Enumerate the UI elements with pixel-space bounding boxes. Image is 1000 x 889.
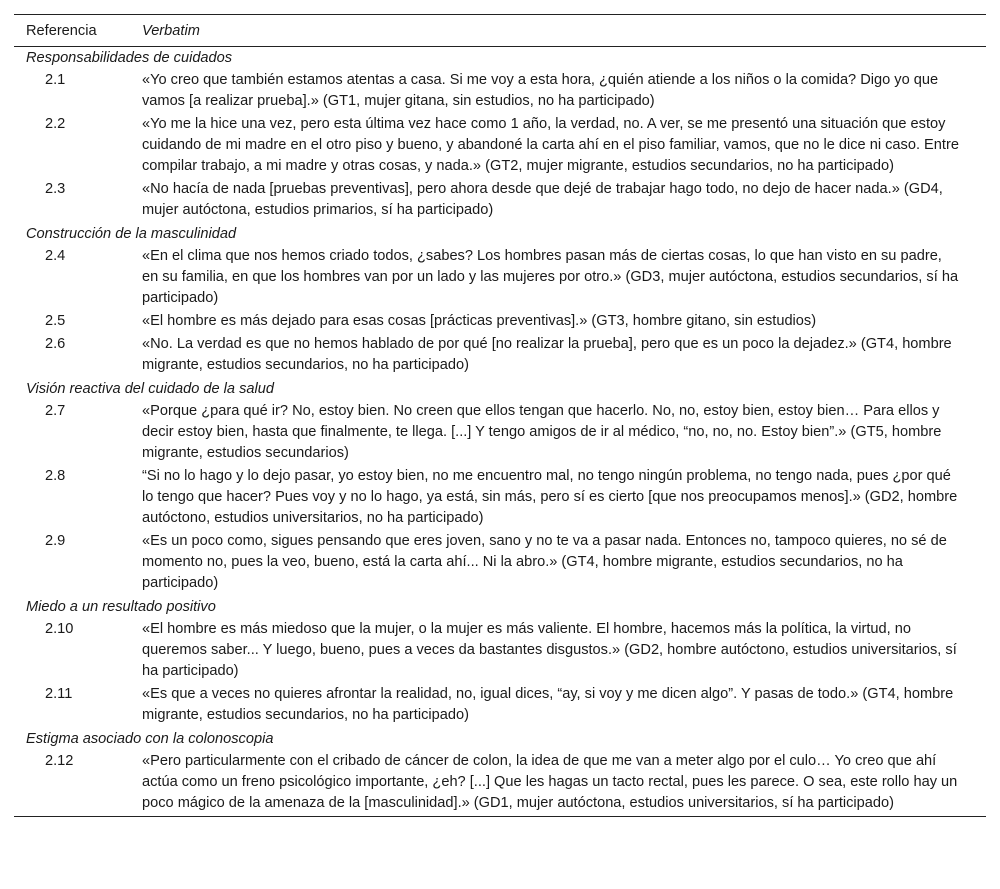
section-title: Responsabilidades de cuidados: [26, 50, 233, 66]
verbatim-cell: «Es que a veces no quieres afrontar la realidad, no, igual dices, “ay, si voy y me dicen algo”. Y pasas de todo.» (GT4, hombre migrante, estudios secundarios, no ha participado): [142, 686, 954, 723]
verbatim-cell: «Pero particularmente con el cribado de cáncer de colon, la idea de que me van a meter algo por el culo… Yo creo que ahí actúa como un freno psicológico importante, ¿eh? [...] Que les hagas un tacto rectal, pues les parece. O sea, este rollo hay un poco mágico de la amenaza de la [masculinidad].» (GD1, mujer autóctona, estudios universitarios, sí ha participado): [142, 753, 958, 811]
reference-cell: 2.5: [45, 313, 66, 329]
reference-cell: 2.1: [45, 72, 66, 88]
reference-cell: 2.10: [45, 621, 74, 637]
section-title: Visión reactiva del cuidado de la salud: [26, 381, 274, 397]
reference-cell: 2.6: [45, 336, 66, 352]
verbatim-cell: «No hacía de nada [pruebas preventivas], pero ahora desde que dejé de trabajar hago todo, no dejo de hacer nada.» (GD4, mujer autóctona, estudios primarios, sí ha participado): [142, 181, 943, 218]
table-header-row: [14, 15, 986, 47]
reference-cell: 2.4: [45, 248, 66, 264]
table-row: [14, 179, 986, 223]
table-row: [14, 401, 986, 466]
section-row: [14, 47, 986, 71]
reference-cell: 2.3: [45, 181, 66, 197]
reference-cell: 2.9: [45, 533, 66, 549]
table-row: [14, 114, 986, 179]
table-row: [14, 70, 986, 114]
verbatim-cell: «El hombre es más dejado para esas cosas [prácticas preventivas].» (GT3, hombre gitano, sin estudios): [142, 313, 817, 329]
column-header-reference: Referencia: [14, 15, 128, 47]
table-row: [14, 334, 986, 378]
table-row: [14, 246, 986, 311]
column-header-verbatim: Verbatim: [128, 15, 986, 47]
reference-cell: 2.8: [45, 468, 66, 484]
section-row: [14, 728, 986, 751]
section-title: Miedo a un resultado positivo: [26, 599, 216, 615]
verbatim-cell: «Yo me la hice una vez, pero esta última vez hace como 1 año, la verdad, no. A ver, se me presentó una situación que estoy cuidando de mi madre en el otro piso y bueno, y abandoné la carta ahí en el piso familiar, vamos, que no le dice ni caso. Entre compilar trabajo, a mi madre y otras cosas, y nada.» (GT2, mujer migrante, estudios secundarios, no ha participado): [142, 116, 959, 174]
verbatim-cell: «En el clima que nos hemos criado todos, ¿sabes? Los hombres pasan más de ciertas cosas, lo que han visto en su padre, en su familia, en que los hombres van por un lado y las mujeres por otro.» (GD3, mujer autóctona, estudios secundarios, sí ha participado): [142, 248, 959, 306]
verbatim-table: [14, 14, 986, 817]
verbatim-cell: «El hombre es más miedoso que la mujer, o la mujer es más valiente. El hombre, hacemos más la política, la virtud, no queremos saber... Y luego, bueno, pues a veces da bastantes disgustos.» (GD2, hombre autóctono, estudios universitarios, sí ha participado): [142, 621, 957, 679]
section-row: [14, 378, 986, 401]
table-row: [14, 466, 986, 531]
table-row: [14, 751, 986, 817]
reference-cell: 2.7: [45, 403, 66, 419]
table-row: [14, 531, 986, 596]
verbatim-cell: “Si no lo hago y lo dejo pasar, yo estoy bien, no me encuentro mal, no tengo ningún problema, no tengo nada, pues ¿por qué lo tengo que hacer? Pues voy y no lo hago, ya está, sin más, pero sí es cierto [que nos preocupamos menos].» (GD2, hombre autóctono, estudios universitarios, no ha participado): [142, 468, 958, 526]
reference-cell: 2.2: [45, 116, 66, 132]
verbatim-cell: «No. La verdad es que no hemos hablado de por qué [no realizar la prueba], pero que es un poco la dejadez.» (GT4, hombre migrante, estudios secundarios, no ha participado): [142, 336, 952, 373]
verbatim-cell: «Es un poco como, sigues pensando que eres joven, sano y no te va a pasar nada. Entonces no, tampoco quieres, no sé de momento no, pues la veo, bueno, está la carta ahí... Ni la abro.» (GT4, hombre migrante, estudios secundarios, no ha participado): [142, 533, 947, 591]
table-row: [14, 311, 986, 334]
verbatim-cell: «Porque ¿para qué ir? No, estoy bien. No creen que ellos tengan que hacerlo. No, no, estoy bien, estoy bien… Para ellos y decir estoy bien, hasta que finalmente, te llega. [...] Y tengo amigos de ir al médico, “no, no, no. Estoy bien”.» (GT5, hombre migrante, estudios secundarios): [142, 403, 942, 461]
table-row: [14, 619, 986, 684]
section-title: Construcción de la masculinidad: [26, 226, 237, 242]
section-row: [14, 596, 986, 619]
section-title: Estigma asociado con la colonoscopia: [26, 731, 274, 747]
reference-cell: 2.11: [45, 686, 73, 702]
table-row: [14, 684, 986, 728]
verbatim-cell: «Yo creo que también estamos atentas a casa. Si me voy a esta hora, ¿quién atiende a los niños o la comida? Digo yo que vamos [a realizar prueba].» (GT1, mujer gitana, sin estudios, no ha participado): [142, 72, 939, 109]
section-row: [14, 223, 986, 246]
reference-cell: 2.12: [45, 753, 74, 769]
